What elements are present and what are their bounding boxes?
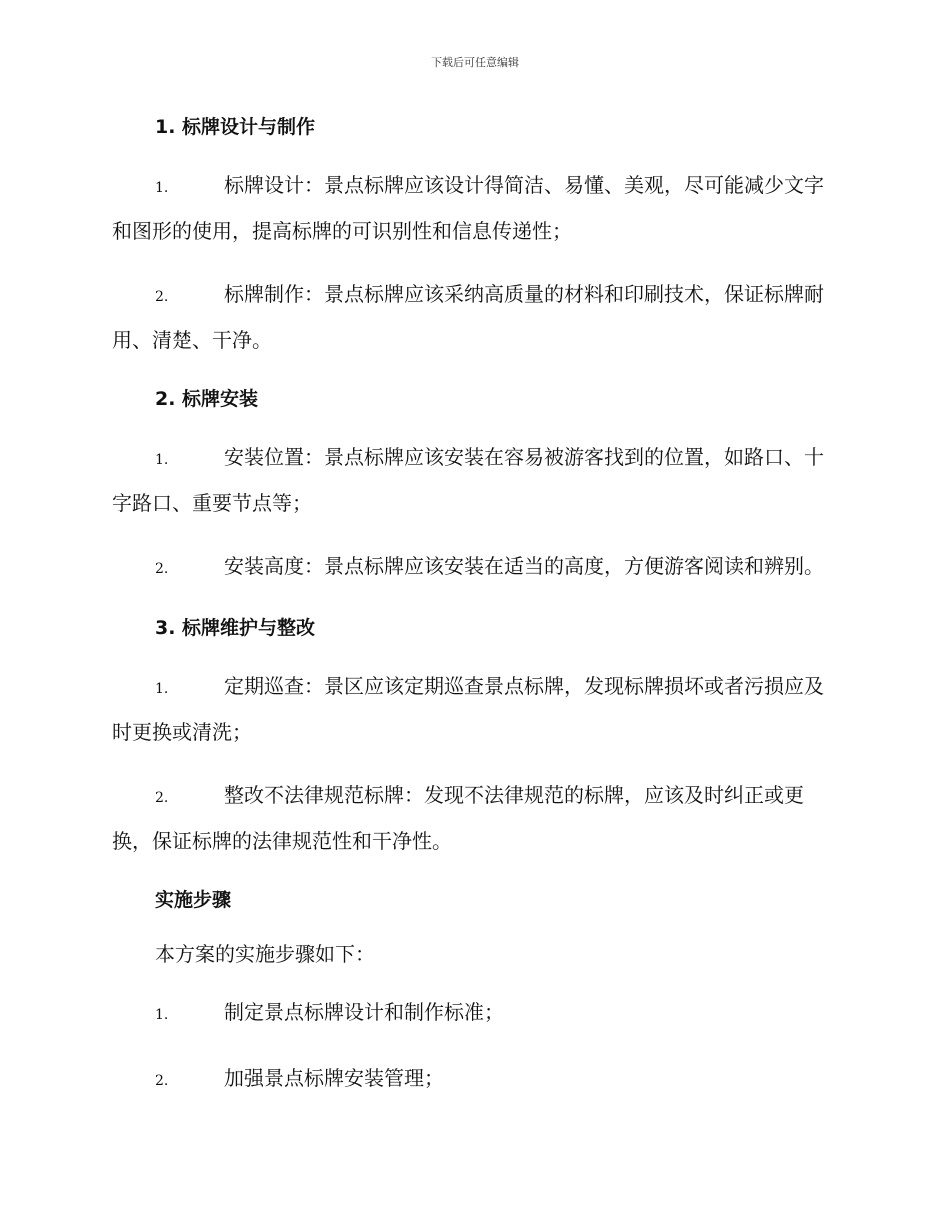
list-text: 安装位置：景点标牌应该安装在容易被游客找到的位置，如路口、十字路口、重要节点等； — [112, 445, 824, 515]
list-text: 加强景点标牌安装管理； — [224, 1066, 444, 1090]
steps-intro: 本方案的实施步骤如下： — [155, 942, 375, 966]
list-text: 整改不法律规范标牌：发现不法律规范的标牌，应该及时纠正或更换，保证标牌的法律规范性和干净性。 — [112, 783, 804, 853]
list-text: 标牌制作：景点标牌应该采纳高质量的材料和印刷技术，保证标牌耐用、清楚、干净。 — [112, 282, 824, 352]
list-text: 安装高度：景点标牌应该安装在适当的高度，方便游客阅读和辨别。 — [224, 554, 824, 578]
list-number: 1. — [155, 1007, 169, 1023]
list-item — [112, 991, 838, 1037]
list-item — [112, 436, 838, 525]
list-number: 2. — [155, 790, 169, 806]
list-number: 2. — [155, 289, 169, 305]
list-number: 2. — [155, 561, 169, 577]
page-header: 下载后可任意编辑 — [431, 56, 519, 69]
section-heading-maintenance: 3. 标牌维护与整改 — [155, 617, 316, 639]
list-text: 定期巡查：景区应该定期巡查景点标牌，发现标牌损坏或者污损应及时更换或清洗； — [112, 674, 824, 744]
list-number: 1. — [155, 180, 169, 196]
list-number: 1. — [155, 681, 169, 697]
list-item — [112, 273, 838, 362]
section-heading-design: 1. 标牌设计与制作 — [155, 116, 316, 138]
list-text: 标牌设计：景点标牌应该设计得简洁、易懂、美观，尽可能减少文字和图形的使用，提高标牌的可识别性和信息传递性； — [112, 173, 824, 243]
list-item — [112, 164, 838, 253]
section-heading-steps: 实施步骤 — [155, 889, 232, 911]
list-item — [112, 665, 838, 754]
list-number: 2. — [155, 1073, 169, 1089]
list-item — [112, 1057, 838, 1103]
section-heading-install: 2. 标牌安装 — [155, 388, 259, 410]
list-item — [112, 774, 838, 863]
list-number: 1. — [155, 452, 169, 468]
document-body — [112, 110, 838, 1123]
list-text: 制定景点标牌设计和制作标准； — [224, 1000, 504, 1024]
list-item — [112, 545, 838, 591]
